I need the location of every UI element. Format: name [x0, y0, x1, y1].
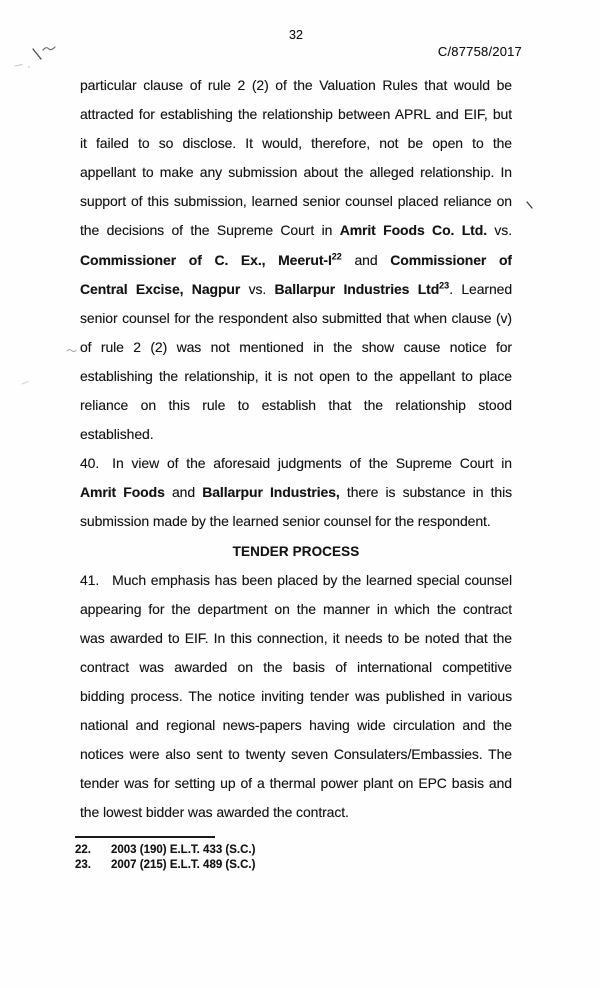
tilde-mark-left-margin: [66, 347, 78, 355]
text-segment: appellant to make any submission about the alleged relationship. In: [80, 164, 512, 181]
page-number: 32: [289, 28, 303, 42]
text-segment: TENDER PROCESS: [232, 543, 360, 559]
text-segment: Commissioner of C. Ex., Meerut-I: [80, 251, 332, 268]
text-segment: particular clause of rule 2 (2) of the Valuation Rules that would be: [80, 77, 512, 93]
document-line: [80, 449, 512, 478]
document-line: [80, 420, 512, 449]
text-segment: . Learned: [449, 280, 512, 297]
document-line: [80, 798, 512, 827]
text-segment: the decisions of the Supreme Court in: [80, 222, 340, 239]
footnote-item: [75, 858, 375, 873]
text-segment: was awarded to EIF. In this connection, it needs to be noted that the: [80, 629, 512, 646]
text-segment: the lowest bidder was awarded the contract.: [80, 804, 349, 821]
text-segment: Ballarpur Industries,: [202, 484, 340, 501]
document-line: [80, 391, 512, 420]
text-segment: vs.: [240, 280, 275, 297]
document-line: [80, 100, 512, 129]
footnote-citation: 2007 (215) E.L.T. 489 (S.C.): [111, 858, 256, 871]
text-segment: establishing the relationship, it is not open to the appellant to place: [80, 367, 512, 384]
text-segment: 40.: [80, 455, 100, 472]
text-segment: Amrit Foods Co. Ltd.: [339, 222, 487, 239]
document-line: [80, 711, 512, 740]
document-line: [80, 682, 512, 711]
text-segment: there is substance in this: [339, 484, 512, 501]
document-line: [80, 362, 512, 391]
text-segment: Amrit Foods: [80, 484, 165, 501]
pen-squiggle-mark: [26, 40, 60, 62]
footnote-item: [75, 843, 375, 858]
document-line: [80, 624, 512, 653]
document-line: [80, 740, 512, 769]
text-segment: appearing for the department on the manner in which the contract: [80, 600, 512, 617]
document-line: [80, 246, 512, 275]
document-line: [80, 304, 512, 333]
document-line: [80, 653, 512, 682]
document-line: [80, 216, 512, 245]
text-segment: and: [164, 484, 203, 501]
footnote-number: 23.: [75, 858, 91, 871]
document-line: [80, 275, 512, 304]
text-segment: national and regional news-papers having wide circulation and the: [80, 717, 512, 734]
text-segment: notices were also sent to twenty seven Consulaters/Embassies. The: [80, 746, 512, 763]
text-segment: support of this submission, learned senior counsel placed reliance on: [80, 193, 512, 210]
case-reference: C/87758/2017: [437, 44, 522, 59]
text-segment: senior counsel for the respondent also submitted that when clause (v): [80, 309, 512, 326]
text-segment: established.: [80, 426, 154, 443]
text-segment: tender was for setting up of a thermal power plant on EPC basis and: [80, 775, 512, 792]
text-segment: submission made by the learned senior counsel for the respondent.: [80, 513, 491, 530]
document-line: [80, 333, 512, 362]
document-line: [80, 769, 512, 798]
text-segment: Commissioner of: [390, 251, 512, 268]
footnotes-section: [75, 836, 375, 872]
document-line: [80, 187, 512, 216]
footnote-number: 22.: [75, 844, 91, 856]
document-line: [80, 507, 512, 536]
text-segment: and: [341, 251, 391, 268]
text-segment: it failed to so disclose. It would, therefore, not be open to the: [80, 135, 512, 152]
text-segment: 41.: [80, 571, 100, 588]
document-line: [80, 71, 512, 100]
document-line: [80, 595, 512, 624]
section-heading: [80, 537, 512, 566]
tick-mark-right-margin: [524, 200, 536, 212]
text-segment: attracted for establishing the relationship between APRL and EIF, but: [80, 106, 512, 123]
document-line: [80, 566, 512, 595]
faint-dash-mark: [14, 61, 34, 71]
footnote-separator-rule: [75, 836, 215, 838]
footnote-reference: 23: [439, 280, 450, 290]
text-segment: bidding process. The notice inviting tender was published in various: [80, 687, 512, 704]
text-segment: Much emphasis has been placed by the learned special counsel: [112, 571, 512, 588]
text-segment: In view of the aforesaid judgments of the Supreme Court in: [112, 455, 512, 472]
text-segment: Central Excise, Nagpur: [80, 280, 241, 297]
text-segment: vs.: [486, 222, 512, 239]
footnote-citation: 2003 (190) E.L.T. 433 (S.C.): [111, 844, 256, 856]
document-line: [80, 478, 512, 507]
text-segment: reliance on this rule to establish that the relationship stood: [80, 397, 512, 414]
document-line: [80, 129, 512, 158]
footnote-reference: 22: [331, 250, 342, 261]
faint-speck-mark: [21, 379, 31, 387]
text-segment: Ballarpur Industries Ltd: [274, 280, 440, 297]
text-segment: of rule 2 (2) was not mentioned in the show cause notice for: [80, 338, 512, 355]
document-body: [80, 71, 512, 827]
document-line: [80, 158, 512, 187]
text-segment: contract was awarded on the basis of international competitive: [80, 658, 512, 675]
